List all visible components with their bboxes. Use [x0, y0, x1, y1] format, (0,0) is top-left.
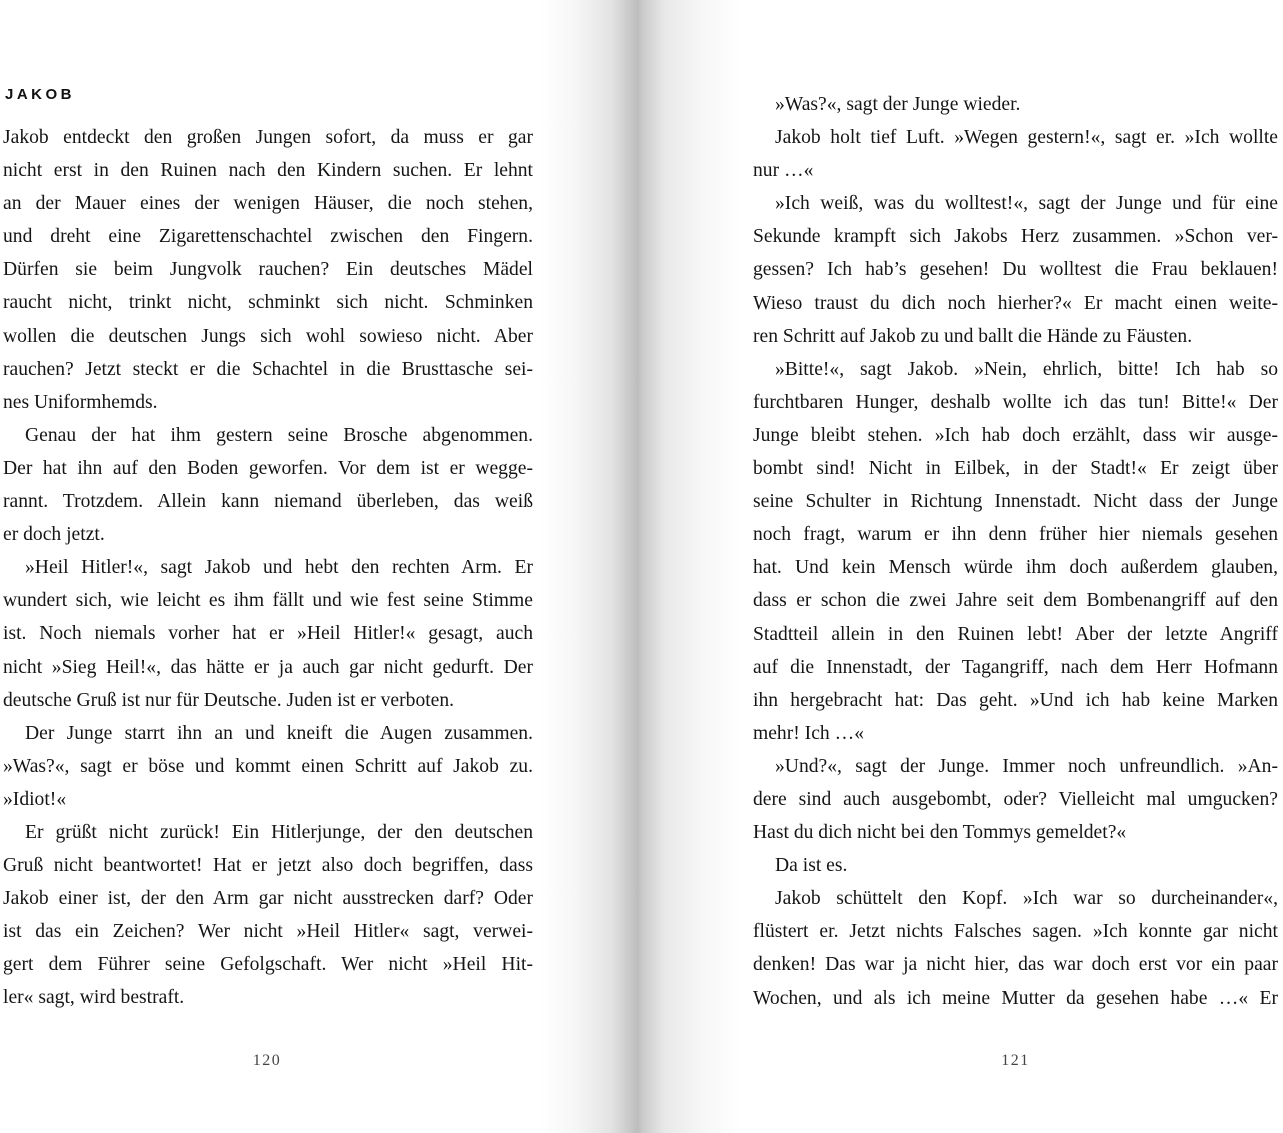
- text-line: Dürfen sie beim Jungvolk rauchen? Ein deutsches Mädel: [3, 259, 533, 281]
- text-line: Wieso traust du dich noch hierher?« Er macht einen weite-: [753, 292, 1278, 314]
- text-line: Wochen, und als ich meine Mutter da gesehen habe …« Er: [753, 987, 1278, 1009]
- text-line: und dreht eine Zigarettenschachtel zwischen den Fingern.: [3, 226, 533, 248]
- text-line: furchtbaren Hunger, deshalb wollte ich das tun! Bitte!« Der: [753, 391, 1278, 413]
- text-line: ist. Noch niemals vorher hat er »Heil Hitler!« gesagt, auch: [3, 623, 533, 645]
- text-line: Jakob holt tief Luft. »Wegen gestern!«, sagt er. »Ich wollte: [775, 127, 1278, 149]
- text-line: Gruß nicht beantwortet! Hat er jetzt also doch begriffen, dass: [3, 855, 533, 877]
- text-line: denken! Das war ja nicht hier, das war doch erst vor ein paar: [753, 954, 1278, 976]
- text-line: hat. Und kein Mensch würde ihm doch außerdem glauben,: [753, 557, 1278, 579]
- text-line: noch fragt, warum er ihn denn früher hier niemals gesehen: [753, 524, 1278, 546]
- text-line: Junge bleibt stehen. »Ich hab doch erzählt, dass wir ausge-: [753, 424, 1278, 446]
- text-line: Hast du dich nicht bei den Tommys gemeldet?«: [753, 822, 1127, 844]
- text-line: rannt. Trotzdem. Allein kann niemand überleben, das weiß: [3, 491, 533, 513]
- text-line: an der Mauer eines der wenigen Häuser, die noch stehen,: [3, 193, 533, 215]
- text-line: »Idiot!«: [3, 788, 67, 810]
- text-line: nicht erst in den Ruinen nach den Kindern suchen. Er lehnt: [3, 160, 533, 182]
- text-line: Stadtteil allein in den Ruinen lebt! Aber der letzte Angriff: [753, 623, 1278, 645]
- text-line: »Ich weiß, was du wolltest!«, sagt der Junge und für eine: [775, 193, 1278, 215]
- text-line: dass er schon die zwei Jahre seit dem Bombenangriff auf den: [753, 590, 1278, 612]
- text-line: »Was?«, sagt er böse und kommt einen Schritt auf Jakob zu.: [3, 755, 533, 777]
- text-line: wundert sich, wie leicht es ihm fällt und wie fest seine Stimme: [3, 590, 533, 612]
- text-line: bombt sind! Nicht in Eilbek, in der Stadt!« Er zeigt über: [753, 458, 1278, 480]
- text-line: gert dem Führer seine Gefolgschaft. Wer nicht »Heil Hit-: [3, 954, 533, 976]
- left-page-text: [3, 121, 533, 1015]
- text-line: auf die Innenstadt, der Tagangriff, nach dem Herr Hofmann: [753, 656, 1278, 678]
- text-line: Jakob entdeckt den großen Jungen sofort, da muss er gar: [3, 127, 533, 148]
- text-line: nicht »Sieg Heil!«, das hätte er ja auch gar nicht gedurft. Der: [3, 656, 533, 678]
- text-line: Jakob schüttelt den Kopf. »Ich war so durcheinander«,: [775, 888, 1278, 910]
- text-line: ren Schritt auf Jakob zu und ballt die Hände zu Fäusten.: [753, 325, 1193, 347]
- right-page-text: [753, 88, 1278, 1015]
- running-head: JAKOB: [5, 86, 76, 103]
- page-number-right: 121: [1001, 1052, 1030, 1069]
- page-number-left: 120: [252, 1052, 282, 1069]
- text-line: »Heil Hitler!«, sagt Jakob und hebt den rechten Arm. Er: [25, 557, 533, 579]
- text-line: Er grüßt nicht zurück! Ein Hitlerjunge, der den deutschen: [25, 821, 533, 843]
- text-line: flüstert er. Jetzt nichts Falsches sagen. »Ich konnte gar nicht: [753, 921, 1278, 943]
- text-line: dere sind auch ausgebombt, oder? Vielleicht mal umgucken?: [753, 788, 1278, 810]
- text-line: »Was?«, sagt der Junge wieder.: [775, 94, 1021, 115]
- text-line: »Und?«, sagt der Junge. Immer noch unfreundlich. »An-: [775, 755, 1278, 777]
- text-line: Sekunde krampft sich Jakobs Herz zusammen. »Schon ver-: [753, 226, 1278, 248]
- text-line: wollen die deutschen Jungs sich wohl sowieso nicht. Aber: [3, 325, 533, 347]
- text-line: Der Junge starrt ihn an und kneift die Augen zusammen.: [25, 722, 533, 744]
- text-line: ist das ein Zeichen? Wer nicht »Heil Hitler« sagt, verwei-: [3, 921, 533, 943]
- text-line: »Bitte!«, sagt Jakob. »Nein, ehrlich, bitte! Ich hab so: [775, 358, 1278, 380]
- text-line: nes Uniformhemds.: [3, 391, 158, 413]
- text-line: mehr! Ich …«: [753, 722, 864, 744]
- text-line: Der hat ihn auf den Boden geworfen. Vor dem ist er wegge-: [3, 457, 533, 479]
- text-line: ihn hergebracht hat: Das geht. »Und ich hab keine Marken: [753, 689, 1278, 711]
- text-line: ler« sagt, wird bestraft.: [3, 987, 185, 1009]
- text-line: er doch jetzt.: [3, 524, 105, 546]
- text-line: nur …«: [753, 160, 814, 182]
- text-line: Genau der hat ihm gestern seine Brosche abgenommen.: [25, 424, 533, 446]
- text-line: seine Schulter in Richtung Innenstadt. Nicht dass der Junge: [753, 491, 1278, 513]
- text-line: raucht nicht, trinkt nicht, schminkt sich nicht. Schminken: [3, 292, 533, 314]
- book-gutter-shadow: [540, 0, 740, 1133]
- text-line: rauchen? Jetzt steckt er die Schachtel in die Brusttasche sei-: [3, 358, 533, 380]
- text-line: gessen? Ich hab’s gesehen! Du wolltest die Frau beklauen!: [753, 259, 1278, 281]
- text-line: Jakob einer ist, der den Arm gar nicht ausstrecken darf? Oder: [3, 888, 533, 910]
- text-line: deutsche Gruß ist nur für Deutsche. Juden ist er verboten.: [3, 689, 455, 711]
- text-line: Da ist es.: [775, 855, 848, 877]
